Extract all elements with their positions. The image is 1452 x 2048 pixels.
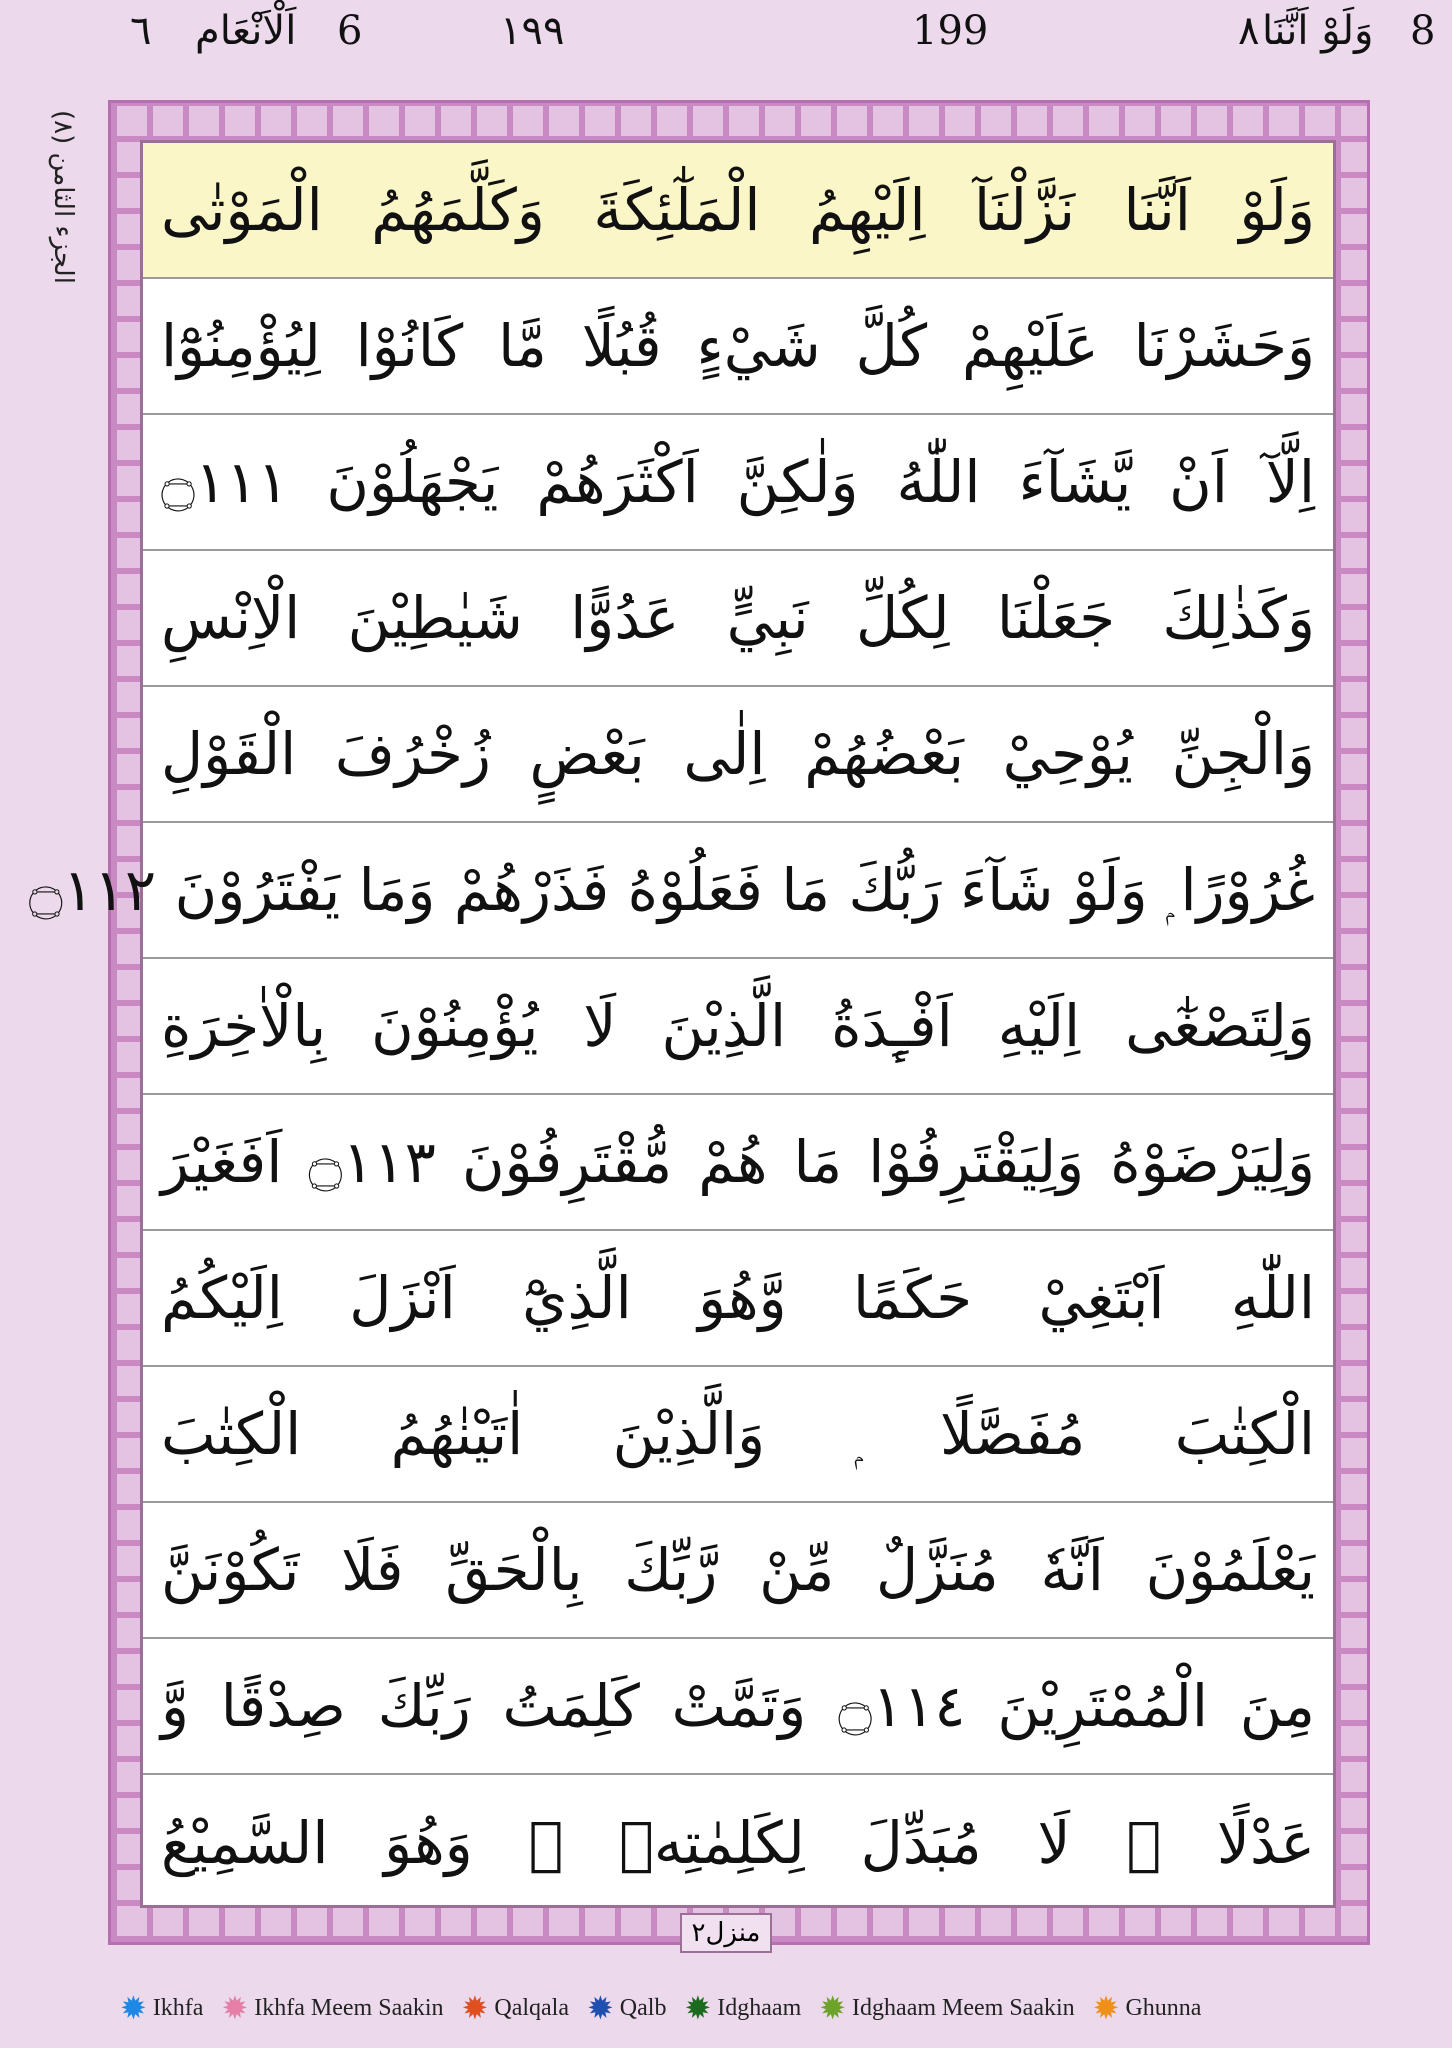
legend-item	[1093, 1992, 1202, 2024]
page-number-en: 199	[912, 8, 989, 54]
verse-line-text: يَعْلَمُوْنَ اَنَّهٗ مُنَزَّلٌ مِّنْ رَّبِّكَ بِالْحَقِّ فَلَا تَكُوْنَنَّ	[161, 1536, 1315, 1604]
legend-label: Ghunna	[1125, 1994, 1202, 2021]
verse-line	[143, 143, 1333, 279]
legend-label: Ikhfa Meem Saakin	[254, 1994, 444, 2021]
verse-line-text: عَدْلًا ۭ لَا مُبَدِّلَ لِكَلِمٰتِهٖ ۚ وَهُوَ السَّمِيْعُ	[161, 1809, 1315, 1877]
juz-side-label: الجزء الثامن (٨)	[48, 110, 78, 284]
legend-label: Idghaam Meem Saakin	[852, 1994, 1075, 2021]
star-icon: ✹	[684, 1990, 712, 2026]
legend-label: Ikhfa	[152, 1994, 204, 2021]
verse-line	[28, 823, 1333, 959]
star-icon: ✹	[1092, 1990, 1120, 2026]
legend-item	[587, 1992, 666, 2024]
verse-line	[143, 959, 1333, 1095]
star-icon: ✹	[586, 1990, 614, 2026]
page-start-words: وَلَوْ اَنَّنَا	[1262, 8, 1374, 54]
verse-line-text: اِلَّآ اَنْ يَّشَآءَ اللّٰهُ وَلٰكِنَّ اَكْثَرَهُمْ يَجْهَلُوْنَ ۝١١١	[161, 448, 1315, 516]
verse-line	[143, 415, 1333, 551]
star-icon: ✹	[120, 1990, 147, 2026]
legend-item	[120, 1992, 203, 2024]
juz-number-ar: ٨	[1238, 8, 1260, 54]
surah-number-ar: ٦	[130, 8, 152, 54]
surah-number-en: 6	[337, 8, 363, 54]
verse-line	[143, 279, 1333, 415]
verse-line-text: وَالْجِنِّ يُوْحِيْ بَعْضُهُمْ اِلٰى بَعْضٍ زُخْرُفَ الْقَوْلِ	[161, 720, 1315, 788]
verse-line	[143, 687, 1333, 823]
star-icon: ✹	[221, 1990, 249, 2026]
manzil-label: منزل٢	[680, 1913, 772, 1953]
legend-item	[221, 1992, 443, 2024]
surah-name: اَلْاَنْعَام	[195, 8, 297, 54]
verse-line	[143, 1231, 1333, 1367]
verse-line	[143, 551, 1333, 687]
legend-item	[684, 1992, 801, 2024]
verse-line-text: وَلَوْ اَنَّنَا نَزَّلْنَآ اِلَيْهِمُ الْمَلٰٓئِكَةَ وَكَلَّمَهُمُ الْمَوْتٰى	[161, 176, 1315, 244]
verse-line-text: اللّٰهِ اَبْتَغِيْ حَكَمًا وَّهُوَ الَّذِيْٓ اَنْزَلَ اِلَيْكُمُ	[161, 1264, 1315, 1332]
legend-item	[819, 1992, 1074, 2024]
verse-line	[143, 1639, 1333, 1775]
legend-label: Qalqala	[494, 1994, 569, 2021]
verse-line-text: وَكَذٰلِكَ جَعَلْنَا لِكُلِّ نَبِيٍّ عَدُوًّا شَيٰطِيْنَ الْاِنْسِ	[161, 584, 1315, 652]
verse-line	[143, 1775, 1333, 1911]
verse-line-text: غُرُوْرًا ۭ وَلَوْ شَآءَ رَبُّكَ مَا فَعَلُوْهُ فَذَرْهُمْ وَمَا يَفْتَرُوْنَ ۝١١٢	[28, 856, 1315, 924]
star-icon: ✹	[819, 1990, 847, 2026]
verse-line-text: الْكِتٰبَ مُفَصَّلًا ۭ وَالَّذِيْنَ اٰتَيْنٰهُمُ الْكِتٰبَ	[161, 1400, 1315, 1468]
legend-label: Idghaam	[717, 1994, 802, 2021]
verse-line	[143, 1503, 1333, 1639]
verse-line-text: مِنَ الْمُمْتَرِيْنَ ۝١١٤ وَتَمَّتْ كَلِمَتُ رَبِّكَ صِدْقًا وَّ	[161, 1672, 1315, 1740]
legend-item	[462, 1992, 569, 2024]
verse-line-text: وَلِيَرْضَوْهُ وَلِيَقْتَرِفُوْا مَا هُمْ مُّقْتَرِفُوْنَ ۝١١٣ اَفَغَيْرَ	[161, 1128, 1315, 1196]
tajweed-legend	[120, 1992, 1201, 2024]
page-number-ar: ١٩٩	[500, 8, 565, 54]
legend-label: Qalb	[619, 1994, 667, 2021]
star-icon: ✹	[461, 1990, 489, 2026]
verse-line	[143, 1367, 1333, 1503]
verse-line-text: وَلِتَصْغٰٓى اِلَيْهِ اَفْـِٕدَةُ الَّذِيْنَ لَا يُؤْمِنُوْنَ بِالْاٰخِرَةِ	[161, 992, 1315, 1060]
juz-number-en: 8	[1410, 8, 1436, 54]
verse-line-text: وَحَشَرْنَا عَلَيْهِمْ كُلَّ شَيْءٍ قُبُلًا مَّا كَانُوْا لِيُؤْمِنُوْٓا	[161, 312, 1315, 380]
verse-line	[143, 1095, 1333, 1231]
